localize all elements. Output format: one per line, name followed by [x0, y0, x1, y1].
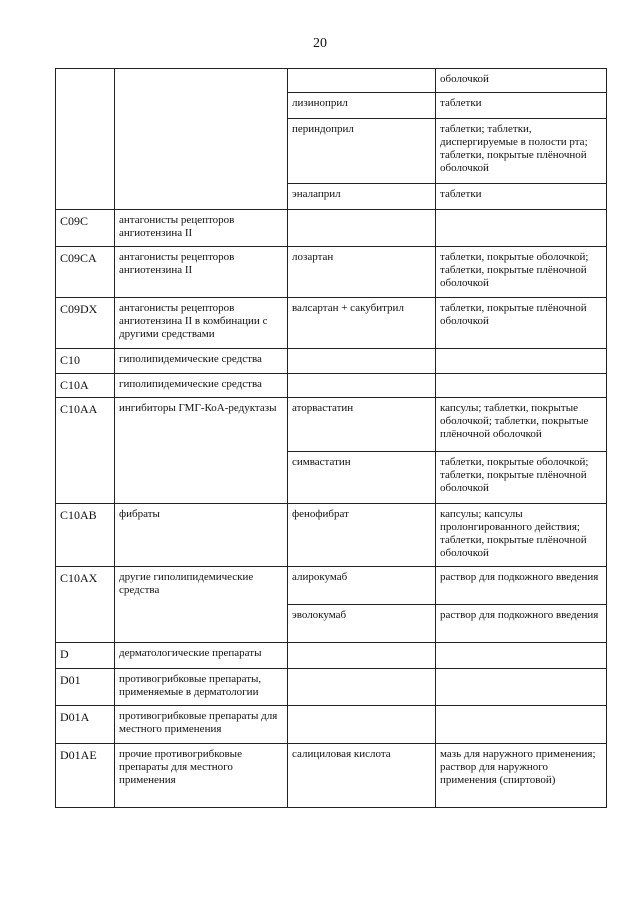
atc-code-cell: C09DX — [56, 298, 115, 349]
drug-cell: аторвастатин — [288, 398, 436, 452]
form-cell — [436, 374, 607, 398]
table-row — [56, 504, 607, 567]
form-cell: таблетки; таблетки, диспергируемые в полости рта; таблетки, покрытые плёночной оболочкой — [436, 119, 607, 184]
form-cell — [436, 643, 607, 669]
drug-cell: симвастатин — [288, 452, 436, 504]
atc-code-cell: D01AE — [56, 744, 115, 808]
group-cell: гиполипидемические средства — [115, 349, 288, 374]
form-cell: капсулы; капсулы пролонгированного действия; таблетки, покрытые плёночной оболочкой — [436, 504, 607, 567]
drug-cell — [288, 706, 436, 744]
table-row — [56, 398, 607, 452]
group-cell: другие гиполипидемические средства — [115, 567, 288, 643]
table-row — [56, 247, 607, 298]
atc-code-cell: D01A — [56, 706, 115, 744]
table-row — [56, 744, 607, 808]
drug-cell — [288, 643, 436, 669]
form-cell: таблетки, покрытые плёночной оболочкой — [436, 298, 607, 349]
atc-code-cell: D — [56, 643, 115, 669]
page-number: 20 — [313, 36, 327, 51]
group-cell: противогрибковые препараты, применяемые в дерматологии — [115, 669, 288, 706]
drug-cell: валсартан + сакубитрил — [288, 298, 436, 349]
form-cell — [436, 349, 607, 374]
drug-cell: эналаприл — [288, 184, 436, 210]
drug-cell: периндоприл — [288, 119, 436, 184]
form-cell: таблетки, покрытые оболочкой; таблетки, покрытые плёночной оболочкой — [436, 452, 607, 504]
drug-cell — [288, 210, 436, 247]
form-cell: капсулы; таблетки, покрытые оболочкой; таблетки, покрытые плёночной оболочкой — [436, 398, 607, 452]
drug-cell: алирокумаб — [288, 567, 436, 605]
drug-cell — [288, 69, 436, 93]
drug-cell: лизиноприл — [288, 93, 436, 119]
table-row — [56, 298, 607, 349]
group-cell: дерматологические препараты — [115, 643, 288, 669]
group-cell: противогрибковые препараты для местного применения — [115, 706, 288, 744]
group-cell: антагонисты рецепторов ангиотензина II — [115, 247, 288, 298]
form-cell: мазь для наружного применения; раствор для наружного применения (спиртовой) — [436, 744, 607, 808]
table-row — [56, 567, 607, 605]
form-cell: таблетки, покрытые оболочкой; таблетки, покрытые плёночной оболочкой — [436, 247, 607, 298]
group-cell: гиполипидемические средства — [115, 374, 288, 398]
drug-cell: лозартан — [288, 247, 436, 298]
atc-code-cell: C09CA — [56, 247, 115, 298]
form-cell — [436, 706, 607, 744]
group-cell: антагонисты рецепторов ангиотензина II — [115, 210, 288, 247]
group-cell: прочие противогрибковые препараты для местного применения — [115, 744, 288, 808]
group-cell: антагонисты рецепторов ангиотензина II в комбинации с другими средствами — [115, 298, 288, 349]
form-cell: раствор для подкожного введения — [436, 605, 607, 643]
group-cell — [115, 69, 288, 210]
form-cell: таблетки — [436, 93, 607, 119]
atc-code-cell: D01 — [56, 669, 115, 706]
group-cell: ингибиторы ГМГ-КоА-редуктазы — [115, 398, 288, 504]
group-cell: фибраты — [115, 504, 288, 567]
form-cell: оболочкой — [436, 69, 607, 93]
drug-cell: салициловая кислота — [288, 744, 436, 808]
table-row — [56, 374, 607, 398]
drug-cell: фенофибрат — [288, 504, 436, 567]
form-cell — [436, 669, 607, 706]
table-row — [56, 643, 607, 669]
drug-cell — [288, 374, 436, 398]
drug-table — [55, 68, 607, 808]
atc-code-cell: C10AB — [56, 504, 115, 567]
form-cell — [436, 210, 607, 247]
form-cell: раствор для подкожного введения — [436, 567, 607, 605]
atc-code-cell: C10A — [56, 374, 115, 398]
table-row — [56, 210, 607, 247]
drug-cell — [288, 669, 436, 706]
table-row — [56, 349, 607, 374]
atc-code-cell: C10AA — [56, 398, 115, 504]
table-row — [56, 669, 607, 706]
atc-code-cell: C09C — [56, 210, 115, 247]
form-cell: таблетки — [436, 184, 607, 210]
atc-code-cell: C10 — [56, 349, 115, 374]
table-row — [56, 69, 607, 93]
atc-code-cell: C10AX — [56, 567, 115, 643]
drug-cell — [288, 349, 436, 374]
drug-cell: эволокумаб — [288, 605, 436, 643]
table-row — [56, 706, 607, 744]
atc-code-cell — [56, 69, 115, 210]
